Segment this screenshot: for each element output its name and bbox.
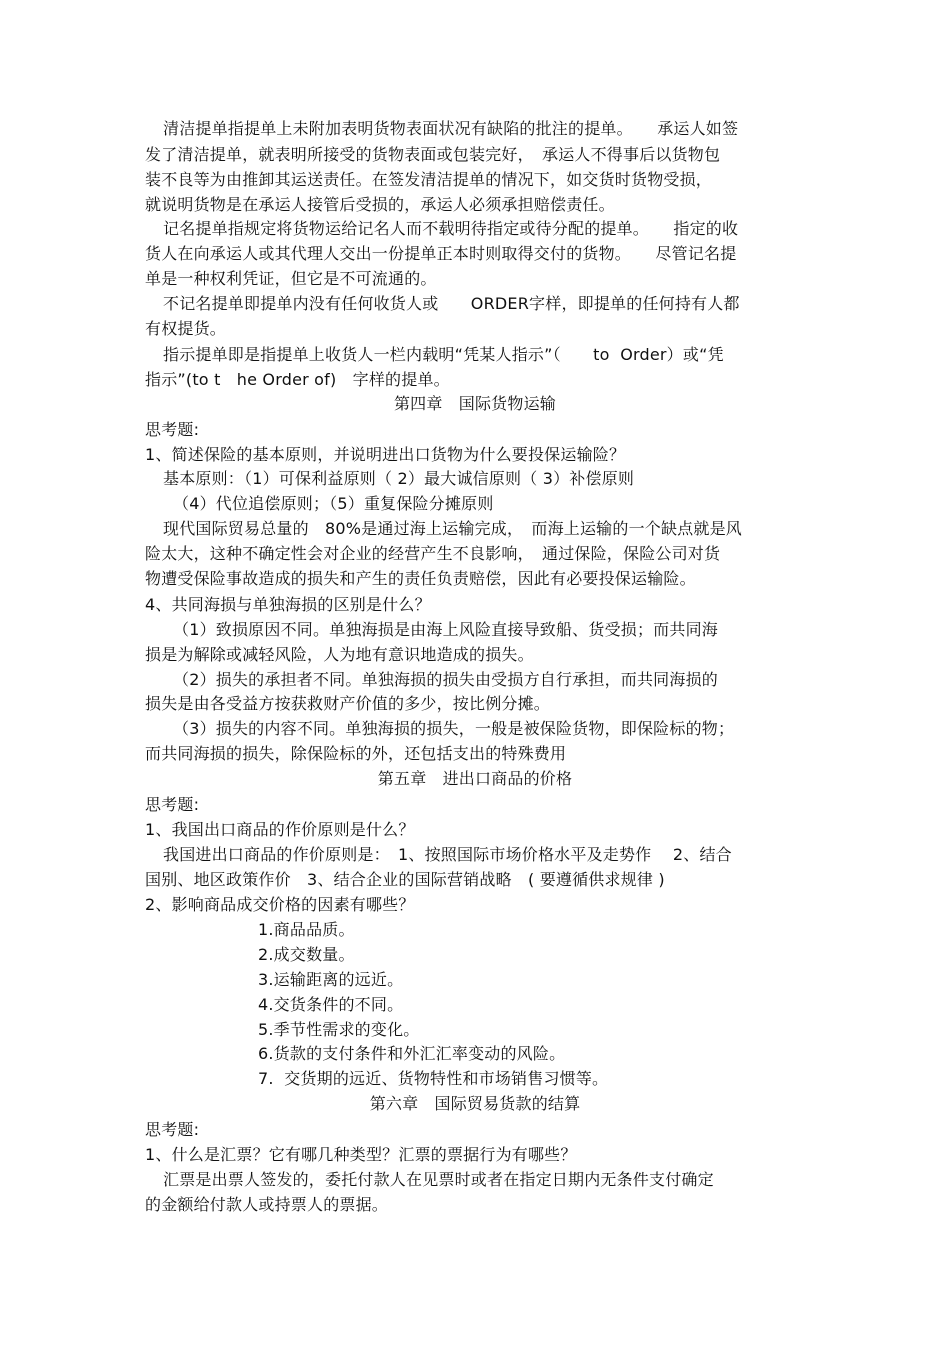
list-item: 3.运输距离的远近。 — [258, 970, 404, 989]
answer-line: 物遭受保险事故造成的损失和产生的责任负责赔偿，因此有必要投保运输险。 — [145, 569, 696, 588]
paragraph-line: 装不良等为由推卸其运送责任。在签发清洁提单的情况下，如交货时货物受损， — [145, 170, 713, 189]
question: 4、共同海损与单独海损的区别是什么？ — [145, 595, 431, 614]
list-item: 4.交货条件的不同。 — [258, 995, 404, 1014]
question: 1、简述保险的基本原则，并说明进出口货物为什么要投保运输险？ — [145, 445, 626, 464]
paragraph-line: 指示提单即是指提单上收货人一栏内载明“凭某人指示”（ to Order）或“凭 — [163, 345, 724, 364]
section-label: 思考题: — [145, 795, 200, 814]
paragraph-line: 货人在向承运人或其代理人交出一份提单正本时则取得交付的货物。 尽管记名提 — [145, 244, 737, 263]
list-item: 5.季节性需求的变化。 — [258, 1020, 420, 1039]
answer-line: 我国进出口商品的作价原则是： 1、按照国际市场价格水平及走势作 2、结合 — [163, 845, 732, 864]
chapter-heading: 第六章 国际贸易货款的结算 — [369, 1094, 581, 1113]
answer-line: 汇票是出票人签发的，委托付款人在见票时或者在指定日期内无条件支付确定 — [163, 1170, 714, 1189]
answer-line: 基本原则：（1）可保利益原则（ 2）最大诚信原则（ 3）补偿原则 — [163, 469, 635, 488]
section-label: 思考题: — [145, 420, 200, 439]
answer-line: 损失是由各受益方按获救财产价值的多少，按比例分摊。 — [145, 694, 551, 713]
answer-line: 险太大，这种不确定性会对企业的经营产生不良影响， 通过保险，保险公司对货 — [145, 544, 721, 563]
list-item: 6.货款的支付条件和外汇汇率变动的风险。 — [258, 1044, 566, 1063]
paragraph-line: 有权提货。 — [145, 319, 227, 338]
answer-line: 现代国际贸易总量的 80%是通过海上运输完成， 而海上运输的一个缺点就是风 — [163, 519, 742, 538]
question: 2、影响商品成交价格的因素有哪些？ — [145, 895, 415, 914]
question: 1、我国出口商品的作价原则是什么？ — [145, 820, 415, 839]
answer-line: 而共同海损的损失，除保险标的外，还包括支出的特殊费用 — [145, 744, 567, 763]
paragraph-line: 记名提单指规定将货物运给记名人而不载明待指定或待分配的提单。 指定的收 — [163, 219, 739, 238]
paragraph-line: 就说明货物是在承运人接管后受损的，承运人必须承担赔偿责任。 — [145, 195, 615, 214]
paragraph-line: 单是一种权利凭证，但它是不可流通的。 — [145, 269, 437, 288]
list-item: 2.成交数量。 — [258, 945, 355, 964]
list-item: 1.商品品质。 — [258, 920, 355, 939]
list-item: 7. 交货期的远近、货物特性和市场销售习惯等。 — [258, 1069, 609, 1088]
chapter-heading: 第五章 进出口商品的价格 — [377, 769, 573, 788]
answer-line: （1）致损原因不同。单独海损是由海上风险直接导致船、货受损；而共同海 — [173, 620, 718, 639]
answer-line: 损是为解除或减轻风险，人为地有意识地造成的损失。 — [145, 645, 534, 664]
paragraph-line: 不记名提单即提单内没有任何收货人或 ORDER字样，即提单的任何持有人都 — [163, 294, 740, 313]
answer-line: 国别、地区政策作价 3、结合企业的国际营销战略 ( 要遵循供求规律 ) — [145, 870, 665, 889]
paragraph-line: 发了清洁提单，就表明所接受的货物表面或包装完好， 承运人不得事后以货物包 — [145, 145, 721, 164]
question: 1、什么是汇票？它有哪几种类型？汇票的票据行为有哪些？ — [145, 1145, 577, 1164]
answer-line: （2）损失的承担者不同。单独海损的损失由受损方自行承担，而共同海损的 — [173, 670, 718, 689]
answer-line: （4）代位追偿原则；（5）重复保险分摊原则 — [173, 494, 494, 513]
paragraph-line: 清洁提单指提单上未附加表明货物表面状况有缺陷的批注的提单。 承运人如签 — [163, 119, 739, 138]
section-label: 思考题: — [145, 1120, 200, 1139]
answer-line: （3）损失的内容不同。单独海损的损失，一般是被保险货物，即保险标的物； — [173, 719, 735, 738]
paragraph-line: 指示”(to t he Order of) 字样的提单。 — [145, 370, 450, 389]
answer-line: 的金额给付款人或持票人的票据。 — [145, 1195, 389, 1214]
chapter-heading: 第四章 国际货物运输 — [393, 394, 556, 413]
